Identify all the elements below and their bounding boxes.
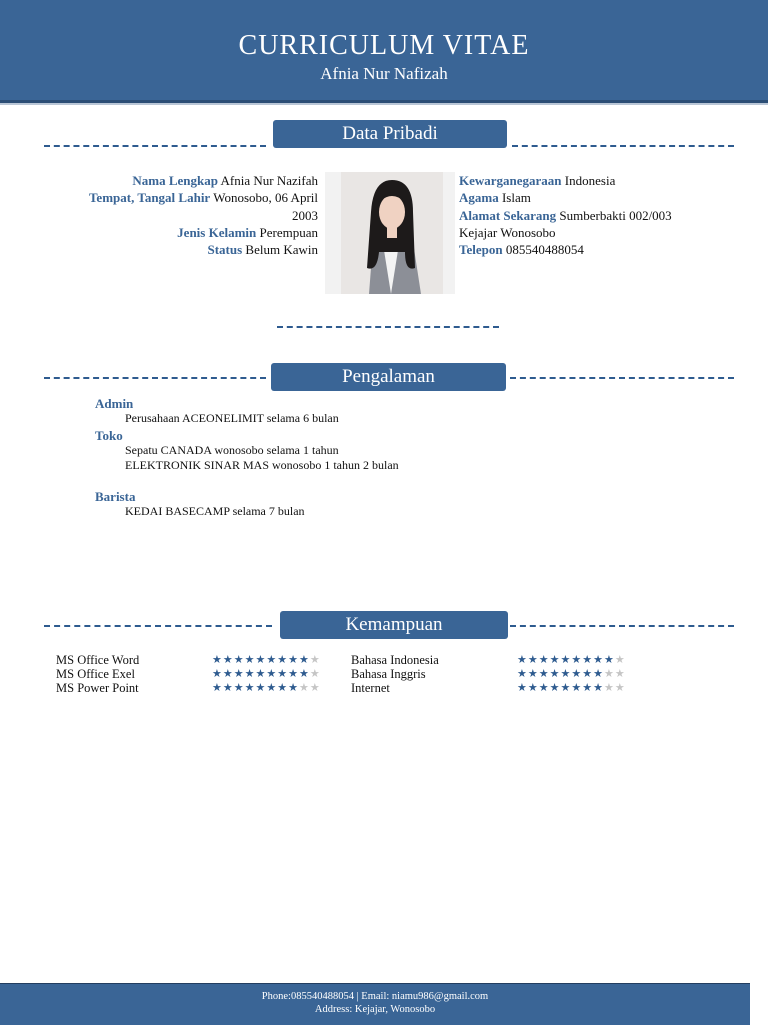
section-divider-right [510,625,734,627]
personal-row-address [459,208,672,224]
skill-rating [212,653,321,666]
star-icon: ★ [582,667,594,680]
value-birth-year: 2003 [292,208,318,223]
star-icon: ★ [549,667,561,680]
section-divider-right [512,145,734,147]
experience-item: Sepatu CANADA wonosobo selama 1 tahun [125,443,339,457]
star-icon: ★ [255,667,267,680]
star-icon: ★ [582,653,594,666]
header-divider [0,103,768,105]
experience-role-barista: Barista [95,489,136,504]
skill-rating [212,667,321,680]
star-icon: ★ [299,653,310,666]
label-gender: Jenis Kelamin [177,225,257,240]
star-icon: ★ [527,681,539,694]
star-icon: ★ [309,653,321,666]
star-icon: ★ [299,667,310,680]
section-divider-left [44,145,266,147]
skill-name: Internet [351,681,390,695]
personal-row-gender [177,225,318,241]
star-icon: ★ [538,681,550,694]
personal-bottom-divider [277,326,499,328]
experience-role-admin: Admin [95,396,134,411]
star-icon: ★ [614,681,626,694]
label-full-name: Nama Lengkap [132,173,218,188]
label-status: Status [207,242,243,257]
star-icon: ★ [560,653,572,666]
section-title-skills: Kemampuan [280,611,508,639]
star-icon: ★ [244,653,256,666]
label-nationality: Kewarganegaraan [459,173,562,188]
skill-rating [212,681,321,694]
star-icon: ★ [277,681,289,694]
experience-item: Perusahaan ACEONELIMIT selama 6 bulan [125,411,339,425]
skill-rating [517,667,626,680]
star-icon: ★ [309,667,321,680]
value-religion: Islam [501,190,531,205]
skill-name: MS Office Word [56,653,140,667]
star-icon: ★ [604,653,615,666]
skill-name: MS Power Point [56,681,139,695]
personal-row-address-2 [459,225,556,241]
value-full-name: Afnia Nur Nazifah [220,173,318,188]
personal-row-religion [459,190,531,206]
star-icon: ★ [549,681,561,694]
star-icon: ★ [244,667,256,680]
star-icon: ★ [593,653,604,666]
star-icon: ★ [244,681,256,694]
skill-rating [517,681,626,694]
star-icon: ★ [571,681,583,694]
star-icon: ★ [277,653,289,666]
star-icon: ★ [288,667,299,680]
star-icon: ★ [517,653,528,666]
star-icon: ★ [538,653,550,666]
skill-name: Bahasa Indonesia [351,653,439,667]
value-address: Sumberbakti 002/003 [559,208,672,223]
star-icon: ★ [593,667,604,680]
skill-rating [517,653,626,666]
value-birth: Wonosobo, 06 April [213,190,318,205]
profile-photo [325,172,455,294]
star-icon: ★ [527,653,539,666]
star-icon: ★ [299,681,310,694]
star-icon: ★ [222,667,234,680]
star-icon: ★ [614,667,626,680]
star-icon: ★ [255,681,267,694]
skill-name: MS Office Exel [56,667,135,681]
star-icon: ★ [212,681,223,694]
star-icon: ★ [222,681,234,694]
star-icon: ★ [222,653,234,666]
value-gender: Perempuan [259,225,318,240]
value-address-line2: Kejajar Wonosobo [459,225,556,240]
star-icon: ★ [309,681,321,694]
star-icon: ★ [560,667,572,680]
star-icon: ★ [560,681,572,694]
footer-address: Address: Kejajar, Wonosobo [314,1004,436,1015]
header-banner [0,0,768,103]
label-birth: Tempat, Tangal Lahir [88,190,211,205]
section-title-experience: Pengalaman [271,363,506,391]
value-phone: 085540488054 [505,242,584,257]
star-icon: ★ [571,667,583,680]
star-icon: ★ [266,681,278,694]
star-icon: ★ [571,653,583,666]
star-icon: ★ [212,667,223,680]
star-icon: ★ [614,653,626,666]
star-icon: ★ [538,667,550,680]
star-icon: ★ [517,667,528,680]
star-icon: ★ [233,653,245,666]
experience-role-toko: Toko [95,428,123,443]
star-icon: ★ [233,681,245,694]
star-icon: ★ [288,681,299,694]
footer [0,983,750,1025]
star-icon: ★ [266,667,278,680]
label-phone: Telepon [459,242,503,257]
star-icon: ★ [277,667,289,680]
star-icon: ★ [212,653,223,666]
label-address: Alamat Sekarang [459,208,557,223]
personal-row-name [132,173,318,189]
value-status: Belum Kawin [245,242,318,257]
experience-item: ELEKTRONIK SINAR MAS wonosobo 1 tahun 2 bulan [125,458,399,472]
personal-row-nationality [459,173,615,189]
star-icon: ★ [582,681,594,694]
personal-row-phone [459,242,584,258]
personal-row-status [207,242,318,258]
star-icon: ★ [233,667,245,680]
section-divider-right [510,377,734,379]
experience-item: KEDAI BASECAMP selama 7 bulan [125,504,305,518]
star-icon: ★ [288,653,299,666]
star-icon: ★ [604,667,615,680]
skill-name: Bahasa Inggris [351,667,426,681]
star-icon: ★ [549,653,561,666]
personal-row-birth-year [292,208,318,224]
star-icon: ★ [266,653,278,666]
label-religion: Agama [459,190,499,205]
section-divider-left [44,625,272,627]
candidate-name: Afnia Nur Nafizah [320,64,448,83]
section-divider-left [44,377,266,379]
page-title: CURRICULUM VITAE [238,30,530,61]
star-icon: ★ [255,653,267,666]
star-icon: ★ [527,667,539,680]
section-title-personal: Data Pribadi [273,120,507,148]
star-icon: ★ [604,681,615,694]
value-nationality: Indonesia [564,173,616,188]
footer-contact: Phone:085540488054 | Email: niamu986@gmail.com [261,991,489,1002]
star-icon: ★ [517,681,528,694]
personal-row-birth [89,190,318,206]
star-icon: ★ [593,681,604,694]
